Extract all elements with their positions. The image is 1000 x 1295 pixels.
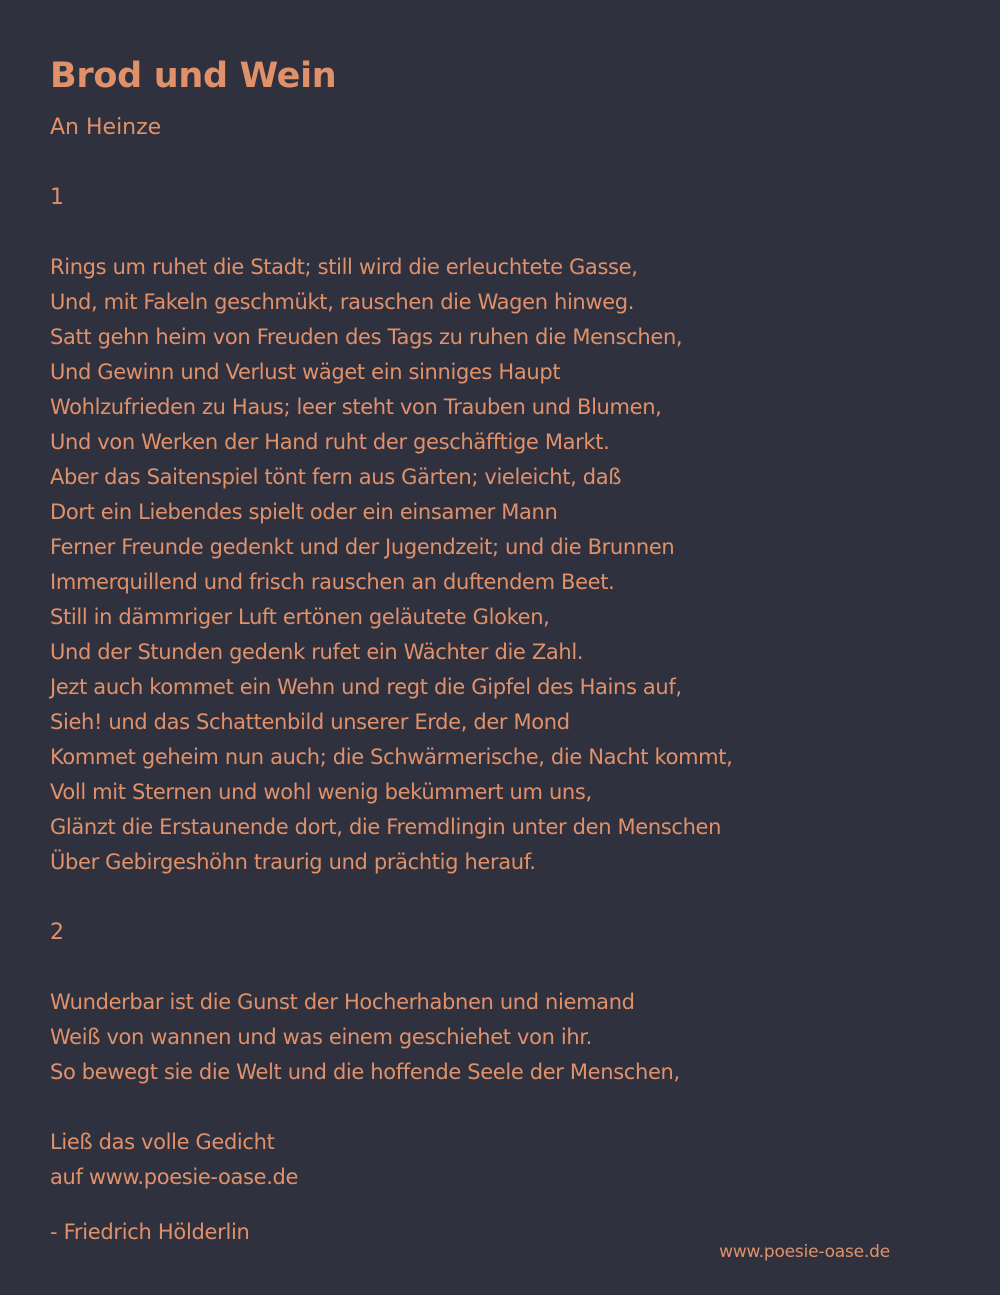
note-line: auf www.poesie-oase.de bbox=[50, 1165, 299, 1189]
poem-line: Satt gehn heim von Freuden des Tags zu ruhen die Menschen, bbox=[50, 325, 683, 349]
poem-line: Wohlzufrieden zu Haus; leer steht von Trauben und Blumen, bbox=[50, 395, 662, 419]
stanza-number-1: 1 bbox=[50, 185, 64, 210]
poem-line: Voll mit Sternen und wohl wenig bekümmert um uns, bbox=[50, 780, 592, 804]
poem-line: Sieh! und das Schattenbild unserer Erde, der Mond bbox=[50, 710, 570, 734]
stanza-number-2: 2 bbox=[50, 920, 64, 945]
poem-line: Und der Stunden gedenk rufet ein Wächter die Zahl. bbox=[50, 640, 584, 664]
poem-line: Aber das Saitenspiel tönt fern aus Gärten; vieleicht, daß bbox=[50, 465, 622, 489]
poem-line: Rings um ruhet die Stadt; still wird die erleuchtete Gasse, bbox=[50, 255, 638, 279]
note-line: Ließ das volle Gedicht bbox=[50, 1130, 275, 1154]
poem-line: Kommet geheim nun auch; die Schwärmerische, die Nacht kommt, bbox=[50, 745, 733, 769]
poem-line: Und von Werken der Hand ruht der geschäfftige Markt. bbox=[50, 430, 610, 454]
site-watermark: www.poesie-oase.de bbox=[719, 1242, 890, 1262]
poem-line: So bewegt sie die Welt und die hoffende Seele der Menschen, bbox=[50, 1060, 680, 1084]
poem-line: Dort ein Liebendes spielt oder ein einsamer Mann bbox=[50, 500, 558, 524]
poem-line: Weiß von wannen und was einem geschiehet von ihr. bbox=[50, 1025, 592, 1049]
poem-line: Still in dämmriger Luft ertönen geläutete Gloken, bbox=[50, 605, 550, 629]
poem-line: Und, mit Fakeln geschmükt, rauschen die Wagen hinweg. bbox=[50, 290, 635, 314]
poem-page bbox=[50, 54, 950, 1250]
poem-dedication: An Heinze bbox=[50, 115, 162, 140]
poem-author: - Friedrich Hölderlin bbox=[50, 1220, 250, 1244]
poem-line: Jezt auch kommet ein Wehn und regt die Gipfel des Hains auf, bbox=[50, 675, 682, 699]
poem-line: Wunderbar ist die Gunst der Hocherhabnen und niemand bbox=[50, 990, 635, 1014]
poem-line: Über Gebirgeshöhn traurig und prächtig herauf. bbox=[50, 850, 536, 874]
full-poem-note bbox=[50, 1125, 950, 1195]
poem-line: Ferner Freunde gedenkt und der Jugendzeit; und die Brunnen bbox=[50, 535, 675, 559]
poem-line: Immerquillend und frisch rauschen an duftendem Beet. bbox=[50, 570, 615, 594]
poem-line: Glänzt die Erstaunende dort, die Fremdlingin unter den Menschen bbox=[50, 815, 722, 839]
poem-title: Brod und Wein bbox=[50, 56, 337, 96]
stanza-2 bbox=[50, 985, 950, 1090]
poem-line: Und Gewinn und Verlust wäget ein sinniges Haupt bbox=[50, 360, 561, 384]
stanza-1 bbox=[50, 250, 950, 880]
